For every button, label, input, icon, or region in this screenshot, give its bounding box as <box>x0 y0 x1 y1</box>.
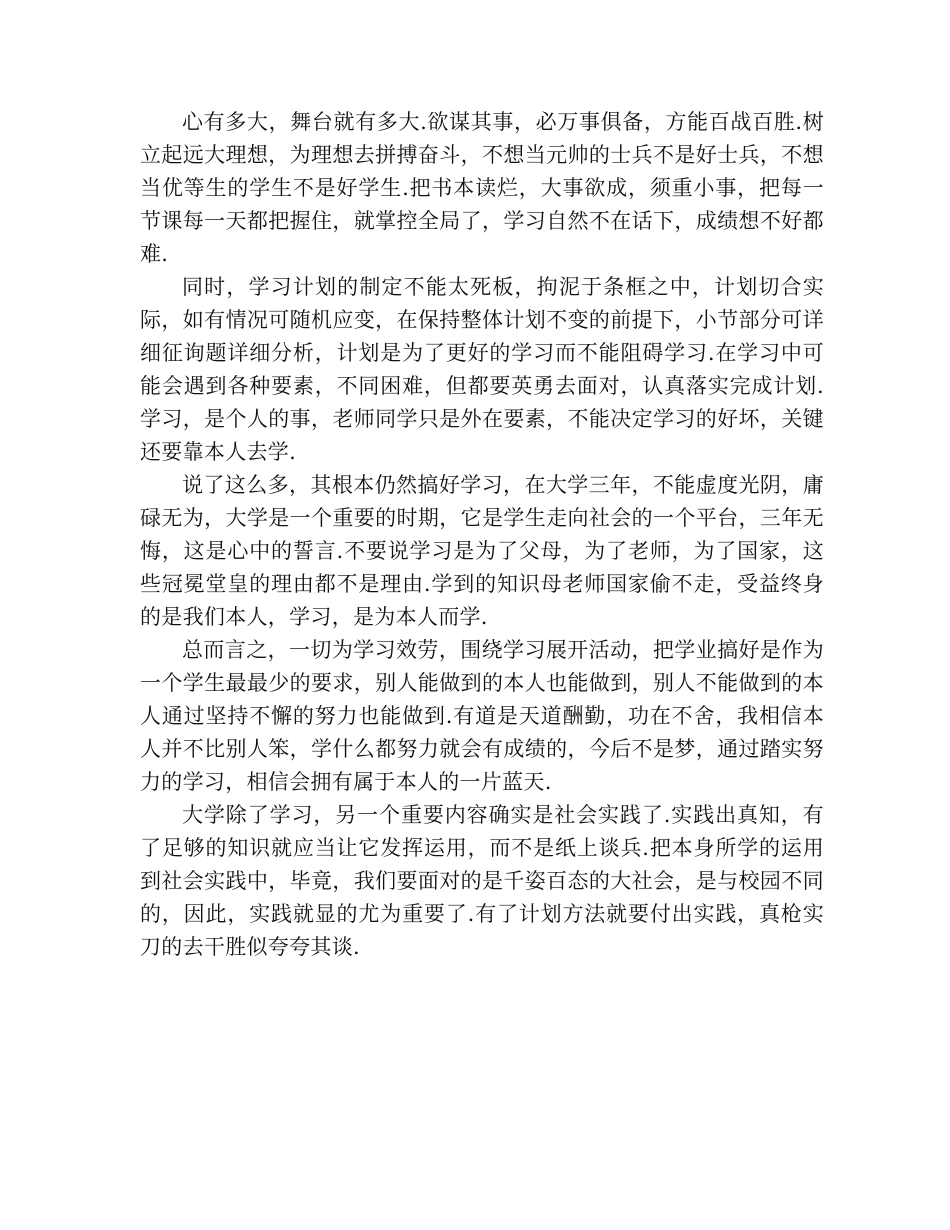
paragraph-5: 大学除了学习，另一个重要内容确实是社会实践了.实践出真知，有了足够的知识就应当让它发挥运用，而不是纸上谈兵.把本身所学的运用到社会实践中，毕竟，我们要面对的是千姿百态的大社会，是与校园不同的，因此，实践就显的尤为重要了.有了计划方法就要付出实践，真枪实刀的去干胜似夸夸其谈. <box>140 803 824 959</box>
document-body <box>140 106 824 964</box>
paragraph-2: 同时，学习计划的制定不能太死板，拘泥于条框之中，计划切合实际，如有情况可随机应变，在保持整体计划不变的前提下，小节部分可详细征询题详细分析，计划是为了更好的学习而不能阻碍学习.在学习中可能会遇到各种要素，不同困难，但都要英勇去面对，认真落实完成计划.学习，是个人的事，老师同学只是外在要素，不能决定学习的好坏，关键还要靠本人去学. <box>140 275 824 464</box>
paragraph-1: 心有多大，舞台就有多大.欲谋其事，必万事俱备，方能百战百胜.树立起远大理想，为理想去拼搏奋斗，不想当元帅的士兵不是好士兵，不想当优等生的学生不是好学生.把书本读烂，大事欲成，须重小事，把每一节课每一天都把握住，就掌控全局了，学习自然不在话下，成绩想不好都难. <box>140 110 824 266</box>
paragraph-4: 总而言之，一切为学习效劳，围绕学习展开活动，把学业搞好是作为一个学生最最少的要求，别人能做到的本人也能做到，别人不能做到的本人通过坚持不懈的努力也能做到.有道是天道酬勤，功在不舍，我相信本人并不比别人笨，学什么都努力就会有成绩的，今后不是梦，通过踏实努力的学习，相信会拥有属于本人的一片蓝天. <box>140 638 824 794</box>
paragraph-3: 说了这么多，其根本仍然搞好学习，在大学三年，不能虚度光阴，庸碌无为，大学是一个重要的时期，它是学生走向社会的一个平台，三年无悔，这是心中的誓言.不要说学习是为了父母，为了老师，为了国家，这些冠冕堂皇的理由都不是理由.学到的知识母老师国家偷不走，受益终身的是我们本人，学习，是为本人而学. <box>140 473 824 629</box>
